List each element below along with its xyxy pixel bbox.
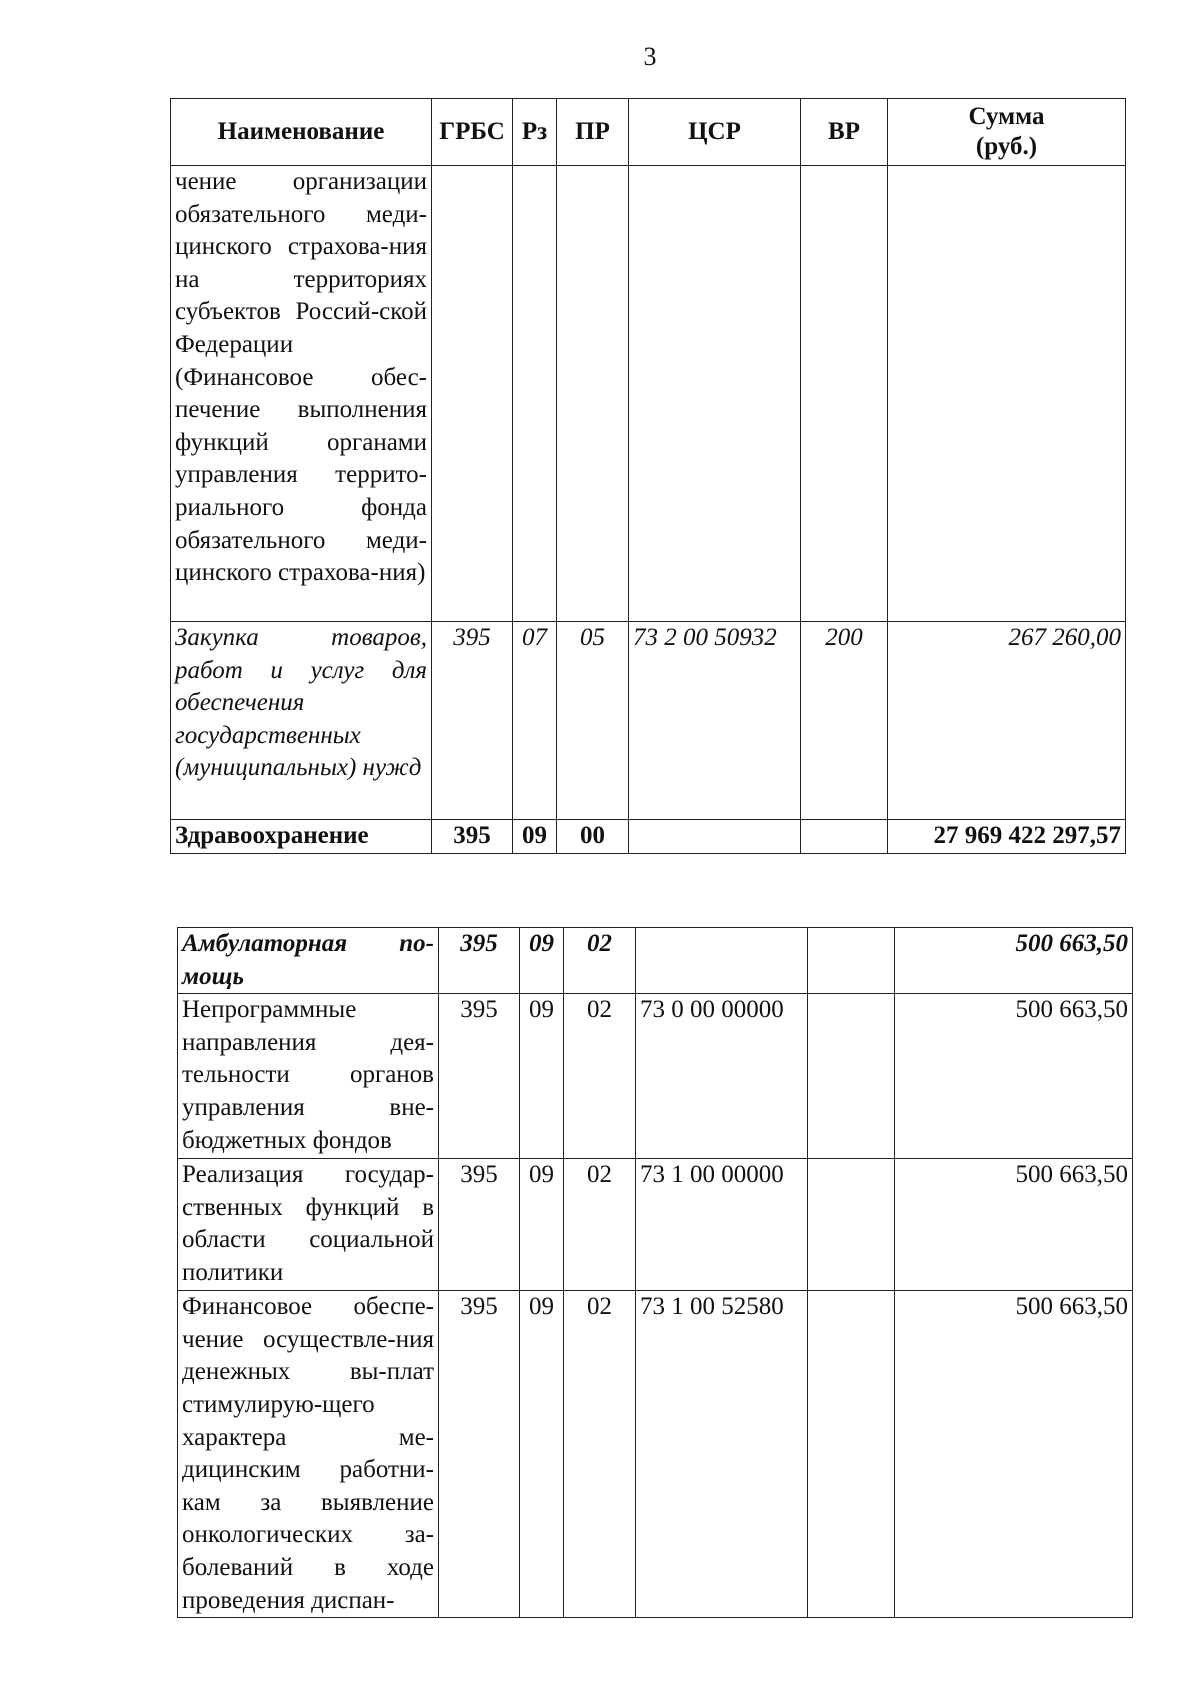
row-name: Амбулаторная по-мощь: [178, 928, 439, 994]
row-csr: [629, 166, 801, 622]
row-vr: [801, 166, 888, 622]
row-sum: [888, 166, 1126, 622]
row-name: Реализация государ-ственных функций в области социальной политики: [178, 1159, 439, 1291]
row-rz: 09: [520, 994, 564, 1159]
row-name: Финансовое обеспе-чение осуществле-ния денежных вы-плат стимулирую-щего характера ме-дицинским работни-кам за выявление онкологических за-болеваний в ходе проведения диспан-: [178, 1291, 439, 1618]
row-name: Здравоохранение: [171, 820, 432, 854]
table-row: [178, 994, 1133, 1159]
row-name: Непрограммные направления дея-тельности органов управления вне-бюджетных фондов: [178, 994, 439, 1159]
row-pr: [557, 166, 629, 622]
row-vr: [808, 1159, 895, 1291]
table-row: [171, 166, 1126, 622]
row-rz: 09: [513, 820, 557, 854]
table-row: [171, 622, 1126, 820]
row-pr: 02: [564, 1291, 636, 1618]
row-vr: [808, 928, 895, 994]
budget-table-lower: [177, 927, 1133, 1618]
header-sum: [888, 99, 1126, 166]
row-grbs: 395: [439, 1159, 520, 1291]
row-csr: 73 1 00 52580: [636, 1291, 808, 1618]
table-header-row: [171, 99, 1126, 166]
row-name: Закупка товаров, работ и услуг для обеспечения государственных (муниципальных) нужд: [171, 622, 432, 820]
row-sum: 500 663,50: [895, 928, 1133, 994]
row-sum: 267 260,00: [888, 622, 1126, 820]
header-sum-line1: Сумма: [968, 103, 1045, 130]
row-grbs: 395: [439, 928, 520, 994]
row-grbs: 395: [432, 622, 513, 820]
row-pr: 02: [564, 1159, 636, 1291]
row-sum: 500 663,50: [895, 1291, 1133, 1618]
row-pr: 02: [564, 928, 636, 994]
header-sum-line2: (руб.): [975, 133, 1038, 160]
row-pr: 02: [564, 994, 636, 1159]
header-name: Наименование: [171, 99, 432, 166]
row-vr: [808, 1291, 895, 1618]
row-rz: 09: [520, 1291, 564, 1618]
page-number: 3: [643, 42, 657, 71]
header-pr: ПР: [557, 99, 629, 166]
row-pr: 05: [557, 622, 629, 820]
header-grbs: ГРБС: [432, 99, 513, 166]
row-rz: [513, 166, 557, 622]
row-csr: 73 2 00 50932: [629, 622, 801, 820]
row-vr: 200: [801, 622, 888, 820]
table-row: [171, 820, 1126, 854]
row-grbs: 395: [432, 820, 513, 854]
row-csr: 73 0 00 00000: [636, 994, 808, 1159]
row-vr: [801, 820, 888, 854]
row-name: чение организации обязательного меди-цинского страхова-ния на территориях субъектов Россий-ской Федерации (Финансовое обес-печение выполнения функций органами управления террито-риального фонда обязательного меди-цинского страхова-ния): [171, 166, 432, 622]
row-sum: 500 663,50: [895, 1159, 1133, 1291]
row-rz: 09: [520, 928, 564, 994]
row-grbs: 395: [439, 994, 520, 1159]
row-csr: [629, 820, 801, 854]
row-vr: [808, 994, 895, 1159]
table-row: [178, 928, 1133, 994]
row-sum: 27 969 422 297,57: [888, 820, 1126, 854]
row-csr: 73 1 00 00000: [636, 1159, 808, 1291]
row-sum: 500 663,50: [895, 994, 1133, 1159]
table-row: [178, 1291, 1133, 1618]
header-rz: Рз: [513, 99, 557, 166]
header-csr: ЦСР: [629, 99, 801, 166]
row-rz: 07: [513, 622, 557, 820]
row-grbs: [432, 166, 513, 622]
row-grbs: 395: [439, 1291, 520, 1618]
row-csr: [636, 928, 808, 994]
table-row: [178, 1159, 1133, 1291]
row-pr: 00: [557, 820, 629, 854]
header-vr: ВР: [801, 99, 888, 166]
budget-table-upper: [170, 98, 1126, 854]
row-rz: 09: [520, 1159, 564, 1291]
